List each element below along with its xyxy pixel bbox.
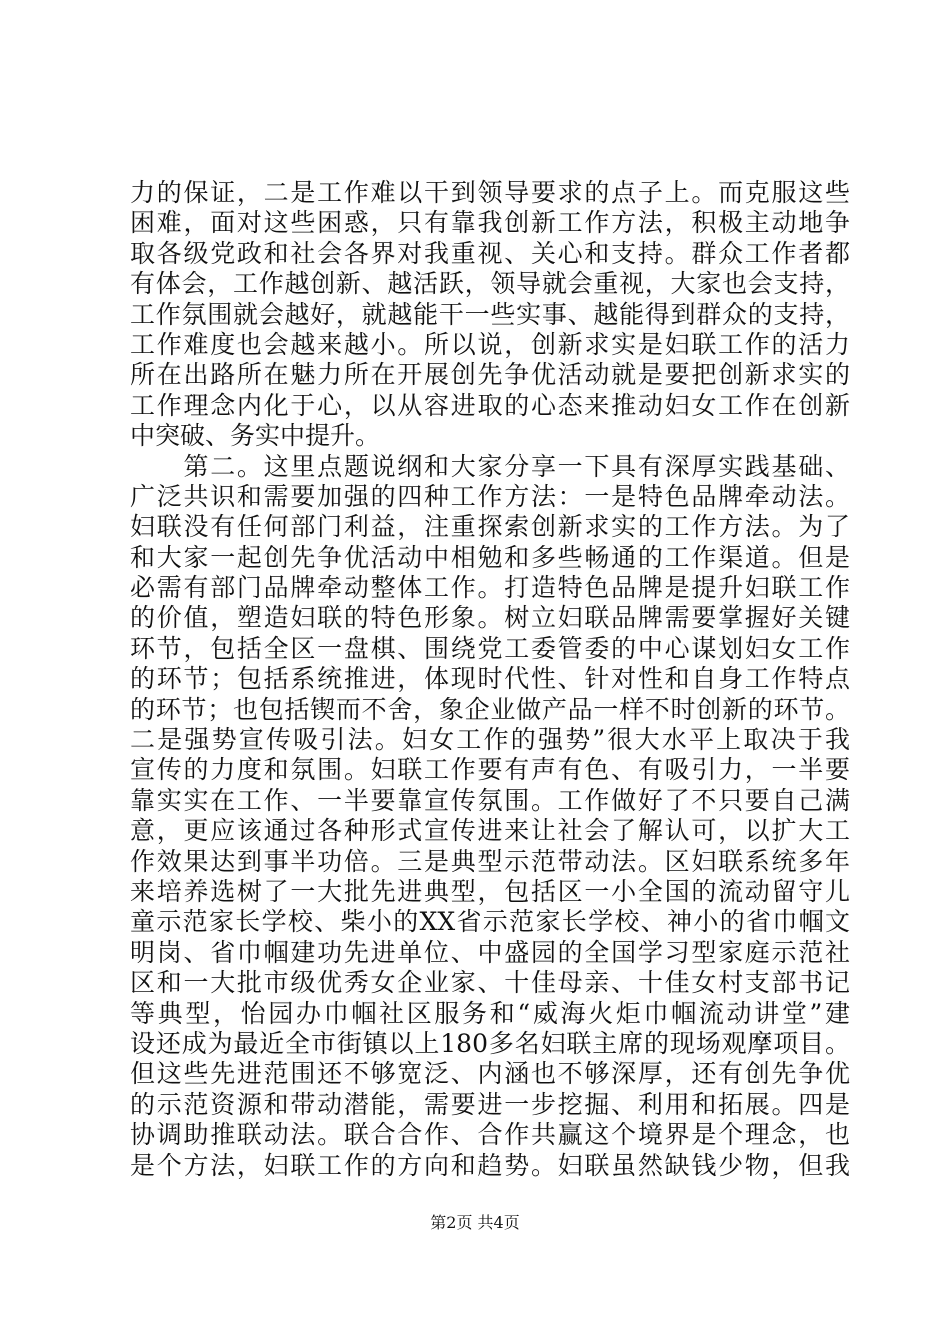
text-line: 协调助推联动法。联合合作、合作共赢这个境界是个理念，也 bbox=[130, 1120, 850, 1150]
text-line: 明岗、省巾帼建功先进单位、中盛园的全国学习型家庭示范社 bbox=[130, 937, 850, 967]
text-line: 设还成为最近全市街镇以上180多名妇联主席的现场观摩项目。 bbox=[130, 1028, 850, 1058]
text-line: 宣传的力度和氛围。妇联工作要有声有色、有吸引力，一半要 bbox=[130, 755, 850, 785]
text-line: 但这些先进范围还不够宽泛、内涵也不够深厚，还有创先争优 bbox=[130, 1059, 850, 1089]
text-line: 的环节；包括系统推进，体现时代性、针对性和自身工作特点 bbox=[130, 664, 850, 694]
text-line: 广泛共识和需要加强的四种工作方法：一是特色品牌牵动法。 bbox=[130, 481, 850, 511]
text-line: 的环节；也包括锲而不舍，象企业做产品一样不时创新的环节。 bbox=[130, 694, 850, 724]
text-line: 童示范家长学校、柴小的XX省示范家长学校、神小的省巾帼文 bbox=[130, 907, 850, 937]
page-footer bbox=[0, 1213, 950, 1233]
text-line: 作效果达到事半功倍。三是典型示范带动法。区妇联系统多年 bbox=[130, 846, 850, 876]
text-line: 困难，面对这些困惑，只有靠我创新工作方法，积极主动地争 bbox=[130, 208, 850, 238]
text-line: 第二。这里点题说纲和大家分享一下具有深厚实践基础、 bbox=[130, 451, 850, 481]
text-line: 是个方法，妇联工作的方向和趋势。妇联虽然缺钱少物，但我 bbox=[130, 1150, 850, 1180]
text-line: 二是强势宣传吸引法。妇女工作的强势”很大水平上取决于我 bbox=[130, 725, 850, 755]
text-line: 和大家一起创先争优活动中相勉和多些畅通的工作渠道。但是 bbox=[130, 542, 850, 572]
text-line: 力的保证，二是工作难以干到领导要求的点子上。而克服这些 bbox=[130, 178, 850, 207]
text-line: 环节，包括全区一盘棋、围绕党工委管委的中心谋划妇女工作 bbox=[130, 633, 850, 663]
text-line: 的示范资源和带动潜能，需要进一步挖掘、利用和拓展。四是 bbox=[130, 1089, 850, 1119]
text-line: 所在出路所在魅力所在开展创先争优活动就是要把创新求实的 bbox=[130, 360, 850, 390]
text-line: 的价值，塑造妇联的特色形象。树立妇联品牌需要掌握好关键 bbox=[130, 603, 850, 633]
text-line: 工作难度也会越来越小。所以说，创新求实是妇联工作的活力 bbox=[130, 329, 850, 359]
page-number-label: 第2页 共4页 bbox=[430, 1213, 520, 1232]
text-line: 必需有部门品牌牵动整体工作。打造特色品牌是提升妇联工作 bbox=[130, 573, 850, 603]
text-line: 工作氛围就会越好，就越能干一些实事、越能得到群众的支持， bbox=[130, 299, 850, 329]
text-line: 工作理念内化于心，以从容进取的心态来推动妇女工作在创新 bbox=[130, 390, 850, 420]
text-line: 靠实实在工作、一半要靠宣传氛围。工作做好了不只要自己满 bbox=[130, 785, 850, 815]
text-line: 等典型，怡园办巾帼社区服务和“威海火炬巾帼流动讲堂”建 bbox=[130, 998, 850, 1028]
text-line: 意，更应该通过各种形式宣传进来让社会了解认可，以扩大工 bbox=[130, 816, 850, 846]
text-line: 来培养选树了一大批先进典型，包括区一小全国的流动留守儿 bbox=[130, 876, 850, 906]
text-line: 有体会，工作越创新、越活跃，领导就会重视，大家也会支持， bbox=[130, 269, 850, 299]
text-line: 区和一大批市级优秀女企业家、十佳母亲、十佳女村支部书记 bbox=[130, 968, 850, 998]
text-line: 妇联没有任何部门利益，注重探索创新求实的工作方法。为了 bbox=[130, 512, 850, 542]
text-line: 中突破、务实中提升。 bbox=[130, 421, 381, 451]
text-line: 取各级党政和社会各界对我重视、关心和支持。群众工作者都 bbox=[130, 238, 850, 268]
document-body bbox=[130, 178, 850, 1181]
